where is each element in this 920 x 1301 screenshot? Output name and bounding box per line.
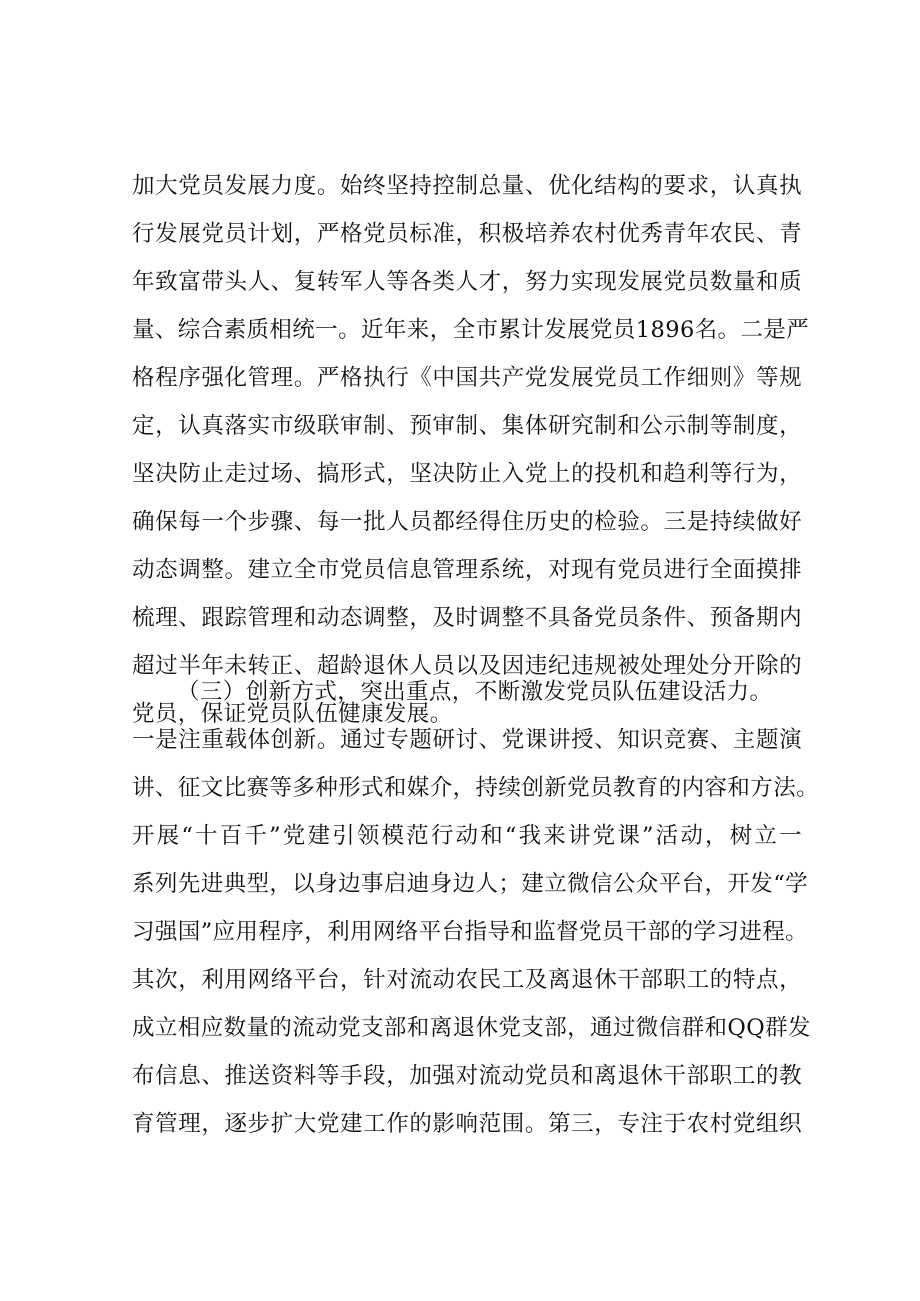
text-line: 坚决防止走过场、搞形式，坚决防止入党上的投机和趋利等行为，	[132, 461, 802, 487]
text-line: 育管理，逐步扩大党建工作的影响范围。第三，专注于农村党组织	[132, 1111, 802, 1137]
text-line: 动态调整。建立全市党员信息管理系统，对现有党员进行全面摸排	[132, 557, 802, 583]
paragraph-innovation-methods	[132, 668, 820, 1148]
text-line: 成立相应数量的流动党支部和离退休党支部，通过微信群和QQ群发	[132, 1015, 811, 1041]
text-line: 超过半年未转正、超龄退休人员以及因违纪违规被处理处分开除的	[132, 653, 802, 679]
text-line: 加大党员发展力度。始终坚持控制总量、优化结构的要求，认真执	[132, 173, 802, 199]
text-line: 梳理、跟踪管理和动态调整，及时调整不具备党员条件、预备期内	[132, 605, 802, 631]
paragraph-party-member-development	[132, 162, 810, 738]
section-heading-line: （三）创新方式，突出重点，不断激发党员队伍建设活力。	[177, 679, 773, 705]
text-line: 系列先进典型，以身边事启迪身边人；建立微信公众平台，开发“学	[132, 871, 809, 897]
text-line: 开展“十百千”党建引领模范行动和“我来讲党课”活动，树立一	[132, 823, 802, 849]
text-line: 布信息、推送资料等手段，加强对流动党员和离退休干部职工的教	[132, 1063, 802, 1089]
text-line: 定，认真落实市级联审制、预审制、集体研究制和公示制等制度，	[132, 413, 802, 439]
text-line: 讲、征文比赛等多种形式和媒介，持续创新党员教育的内容和方法。	[132, 775, 820, 801]
text-line: 年致富带头人、复转军人等各类人才，努力实现发展党员数量和质	[132, 269, 802, 295]
text-line: 习强国”应用程序，利用网络平台指导和监督党员干部的学习进程。	[132, 919, 809, 945]
text-line: 格程序强化管理。严格执行《中国共产党发展党员工作细则》等规	[132, 365, 802, 391]
text-line: 确保每一个步骤、每一批人员都经得住历史的检验。三是持续做好	[132, 509, 802, 535]
text-line: 量、综合素质相统一。近年来，全市累计发展党员1896名。二是严	[132, 317, 810, 343]
text-line: 其次，利用网络平台，针对流动农民工及离退休干部职工的特点，	[132, 967, 802, 993]
text-line: 行发展党员计划，严格党员标准，积极培养农村优秀青年农民、青	[132, 221, 802, 247]
text-line: 党员，保证党员队伍健康发展。	[132, 701, 453, 727]
text-line: 一是注重载体创新。通过专题研讨、党课讲授、知识竞赛、主题演	[132, 727, 802, 753]
